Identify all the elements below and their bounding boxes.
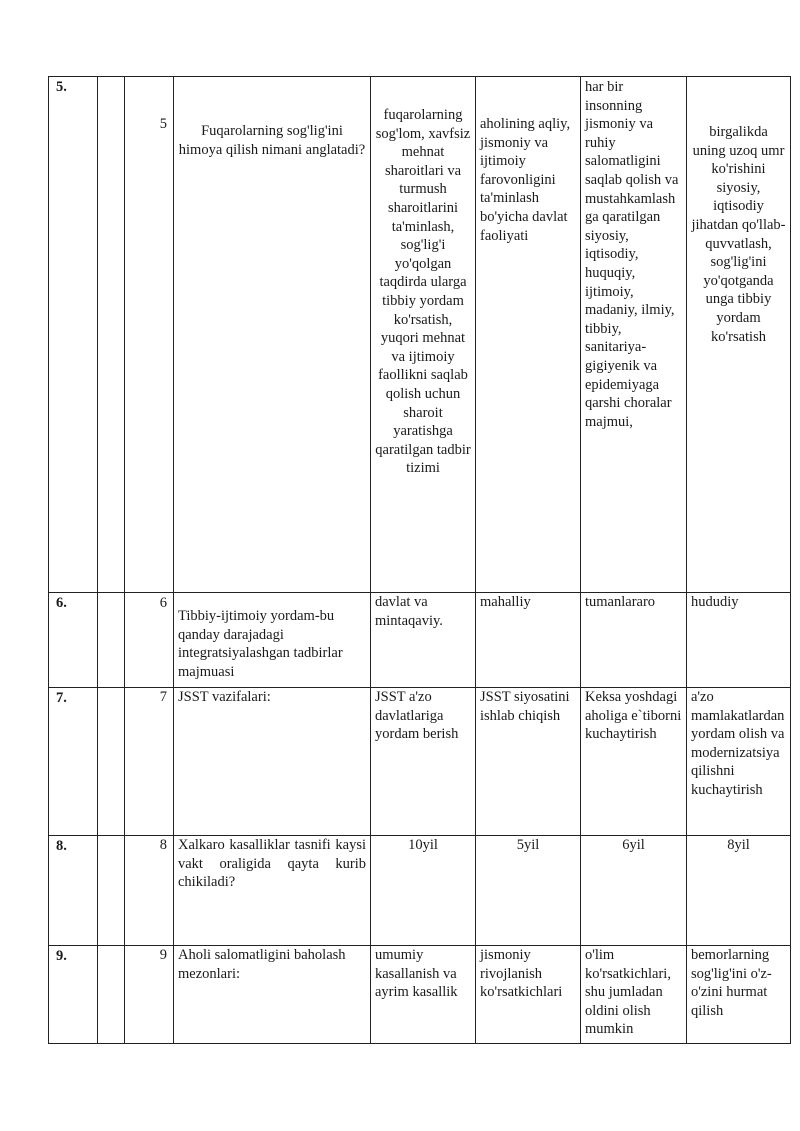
answer-c: tumanlararo: [581, 593, 687, 688]
table-row: [49, 77, 791, 593]
answer-d: bemorlarning sog'lig'ini o'z-o'zini hurmat qilish: [687, 946, 791, 1044]
empty-cell: [98, 946, 125, 1044]
answer-d: hududiy: [687, 593, 791, 688]
answer-a: davlat va mintaqaviy.: [371, 593, 476, 688]
empty-cell: [98, 836, 125, 946]
answer-a: JSST a'zo davlatlariga yordam berish: [371, 688, 476, 836]
empty-cell: [98, 77, 125, 593]
answer-a: 10yil: [371, 836, 476, 946]
answer-c: Keksa yoshdagi aholiga e`tiborni kuchaytirish: [581, 688, 687, 836]
question-index: 5: [125, 77, 174, 593]
question-text: JSST vazifalari:: [174, 688, 371, 836]
answer-b: mahalliy: [476, 593, 581, 688]
answer-d: 8yil: [687, 836, 791, 946]
table-row: [49, 946, 791, 1044]
table-row: [49, 688, 791, 836]
answer-a: fuqarolarning sog'lom, xavfsiz mehnat sharoitlari va turmush sharoitlarini ta'minlash, sog'lig'i yo'qolgan taqdirda ularga tibbiy yordam ko'rsatish, yuqori mehnat va ijtimoiy faollikni saqlab qolish uchun sharoit yaratishga qaratilgan tadbir tizimi: [371, 77, 476, 593]
question-index: 7: [125, 688, 174, 836]
question-text: Aholi salomatligini baholash mezonlari:: [174, 946, 371, 1044]
test-questions-table: [48, 76, 791, 1044]
question-text: Xalkaro kasalliklar tasnifi kaysi vakt oraligida qayta kurib chikiladi?: [174, 836, 371, 946]
empty-cell: [98, 688, 125, 836]
row-number: 9.: [49, 946, 98, 1044]
empty-cell: [98, 593, 125, 688]
answer-b: 5yil: [476, 836, 581, 946]
answer-d: birgalikda uning uzoq umr ko'rishini siyosiy, iqtisodiy jihatdan qo'llab-quvvatlash, sog'lig'ini yo'qotganda unga tibbiy yordam ko'rsatish: [687, 77, 791, 593]
question-index: 8: [125, 836, 174, 946]
row-number: 6.: [49, 593, 98, 688]
answer-b: JSST siyosatini ishlab chiqish: [476, 688, 581, 836]
answer-c: har bir insonning jismoniy va ruhiy salomatligini saqlab qolish va mustahkamlashga qaratilgan siyosiy, iqtisodiy, huquqiy, ijtimoiy, madaniy, ilmiy, tibbiy, sanitariya-gigiyenik va epidemiyaga qarshi choralar majmui,: [581, 77, 687, 593]
question-text: Tibbiy-ijtimoiy yordam-bu qanday darajadagi integratsiyalashgan tadbirlar majmuasi: [174, 593, 371, 688]
answer-a: umumiy kasallanish va ayrim kasallik: [371, 946, 476, 1044]
answer-d: a'zo mamlakatlardan yordam olish va modernizatsiya qilishni kuchaytirish: [687, 688, 791, 836]
answer-c: o'lim ko'rsatkichlari, shu jumladan oldini olish mumkin: [581, 946, 687, 1044]
answer-b: jismoniy rivojlanish ko'rsatkichlari: [476, 946, 581, 1044]
answer-c: 6yil: [581, 836, 687, 946]
row-number: 5.: [49, 77, 98, 593]
row-number: 8.: [49, 836, 98, 946]
question-index: 6: [125, 593, 174, 688]
question-text: Fuqarolarning sog'lig'ini himoya qilish nimani anglatadi?: [174, 77, 371, 593]
question-index: 9: [125, 946, 174, 1044]
table-row: [49, 836, 791, 946]
row-number: 7.: [49, 688, 98, 836]
answer-b: aholining aqliy, jismoniy va ijtimoiy farovonligini ta'minlash bo'yicha davlat faoliyati: [476, 77, 581, 593]
table-row: [49, 593, 791, 688]
